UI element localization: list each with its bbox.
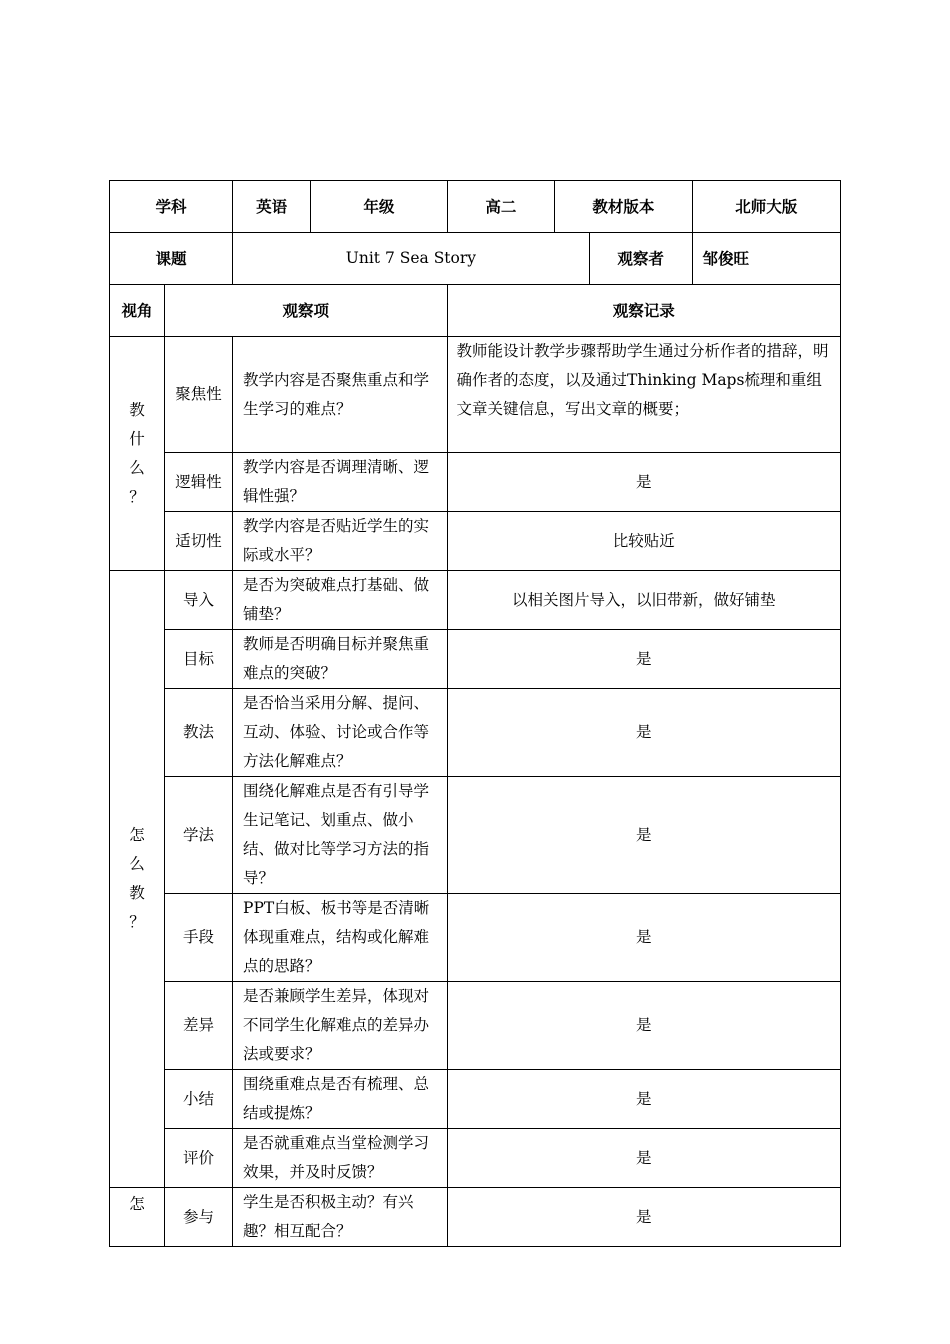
aspect-cell: 适切性 [164,512,232,571]
aspect-cell: 导入 [164,571,232,630]
observer-label: 观察者 [589,233,692,285]
observer-value: 邹俊旺 [692,233,840,285]
aspect-cell: 聚焦性 [164,337,232,453]
question-cell: 教学内容是否调理清晰、逻辑性强？ [233,453,447,512]
aspect-cell: 手段 [164,894,232,982]
table-row [110,512,841,571]
observation-table [109,180,841,1247]
aspect-cell: 教法 [164,689,232,777]
aspect-cell: 逻辑性 [164,453,232,512]
perspective-header: 视角 [110,285,165,337]
table-row [110,777,841,894]
record-cell: 是 [447,1188,841,1247]
grade-label: 年级 [311,181,447,233]
record-cell: 是 [447,1129,841,1188]
table-row [110,894,841,982]
table-row [110,1129,841,1188]
section-char: ？ [129,913,145,931]
question-cell: PPT白板、板书等是否清晰体现重难点，结构或化解难点的思路？ [233,894,447,982]
record-cell: 是 [447,982,841,1070]
topic-value: Unit 7 Sea Story [233,233,590,285]
record-cell: 是 [447,453,841,512]
record-cell: 以相关图片导入，以旧带新，做好铺垫 [447,571,841,630]
section-char: 么 [129,855,145,873]
section-char: 怎 [129,826,145,844]
question-cell: 围绕化解难点是否有引导学生记笔记、划重点、做小结、做对比等学习方法的指导？ [233,777,447,894]
edition-label: 教材版本 [555,181,692,233]
column-header-row [110,285,841,337]
record-cell: 是 [447,777,841,894]
section-char: 么 [129,458,145,477]
question-cell: 是否恰当采用分解、提问、互动、体验、讨论或合作等方法化解难点？ [233,689,447,777]
section-char: 怎 [129,1195,145,1213]
section-label-what [110,337,165,571]
topic-label: 课题 [110,233,233,285]
record-cell: 是 [447,630,841,689]
question-cell: 教学内容是否贴近学生的实际或水平？ [233,512,447,571]
record-cell: 是 [447,894,841,982]
question-cell: 教学内容是否聚焦重点和学生学习的难点？ [233,337,447,453]
question-cell: 是否兼顾学生差异，体现对不同学生化解难点的差异办法或要求？ [233,982,447,1070]
header-row-1 [110,181,841,233]
record-cell: 教师能设计教学步骤帮助学生通过分析作者的措辞，明确作者的态度，以及通过Thinking Maps梳理和重组文章关键信息，写出文章的概要； [447,337,841,453]
aspect-cell: 差异 [164,982,232,1070]
item-header: 观察项 [164,285,447,337]
section-char: 教 [129,884,145,902]
section-label-learn [110,1188,165,1247]
record-header: 观察记录 [447,285,841,337]
table-row [110,453,841,512]
table-row [110,1070,841,1129]
table-row [110,689,841,777]
section-char: 教 [129,400,145,419]
question-cell: 是否为突破难点打基础、做铺垫？ [233,571,447,630]
record-cell: 是 [447,689,841,777]
aspect-cell: 小结 [164,1070,232,1129]
table-row [110,337,841,453]
question-cell: 是否就重难点当堂检测学习效果，并及时反馈？ [233,1129,447,1188]
aspect-cell: 学法 [164,777,232,894]
section-char: 什 [129,429,145,448]
header-row-2 [110,233,841,285]
grade-value: 高二 [447,181,555,233]
record-cell: 比较贴近 [447,512,841,571]
record-cell: 是 [447,1070,841,1129]
aspect-cell: 目标 [164,630,232,689]
table-row [110,982,841,1070]
edition-value: 北师大版 [692,181,840,233]
aspect-cell: 评价 [164,1129,232,1188]
table-row [110,630,841,689]
question-cell: 围绕重难点是否有梳理、总结或提炼？ [233,1070,447,1129]
section-char: ？ [129,487,145,506]
question-cell: 学生是否积极主动？有兴趣？相互配合？ [233,1188,447,1247]
table-row [110,571,841,630]
subject-value: 英语 [233,181,311,233]
section-label-how [110,571,165,1188]
aspect-cell: 参与 [164,1188,232,1247]
subject-label: 学科 [110,181,233,233]
question-cell: 教师是否明确目标并聚焦重难点的突破？ [233,630,447,689]
table-row [110,1188,841,1247]
